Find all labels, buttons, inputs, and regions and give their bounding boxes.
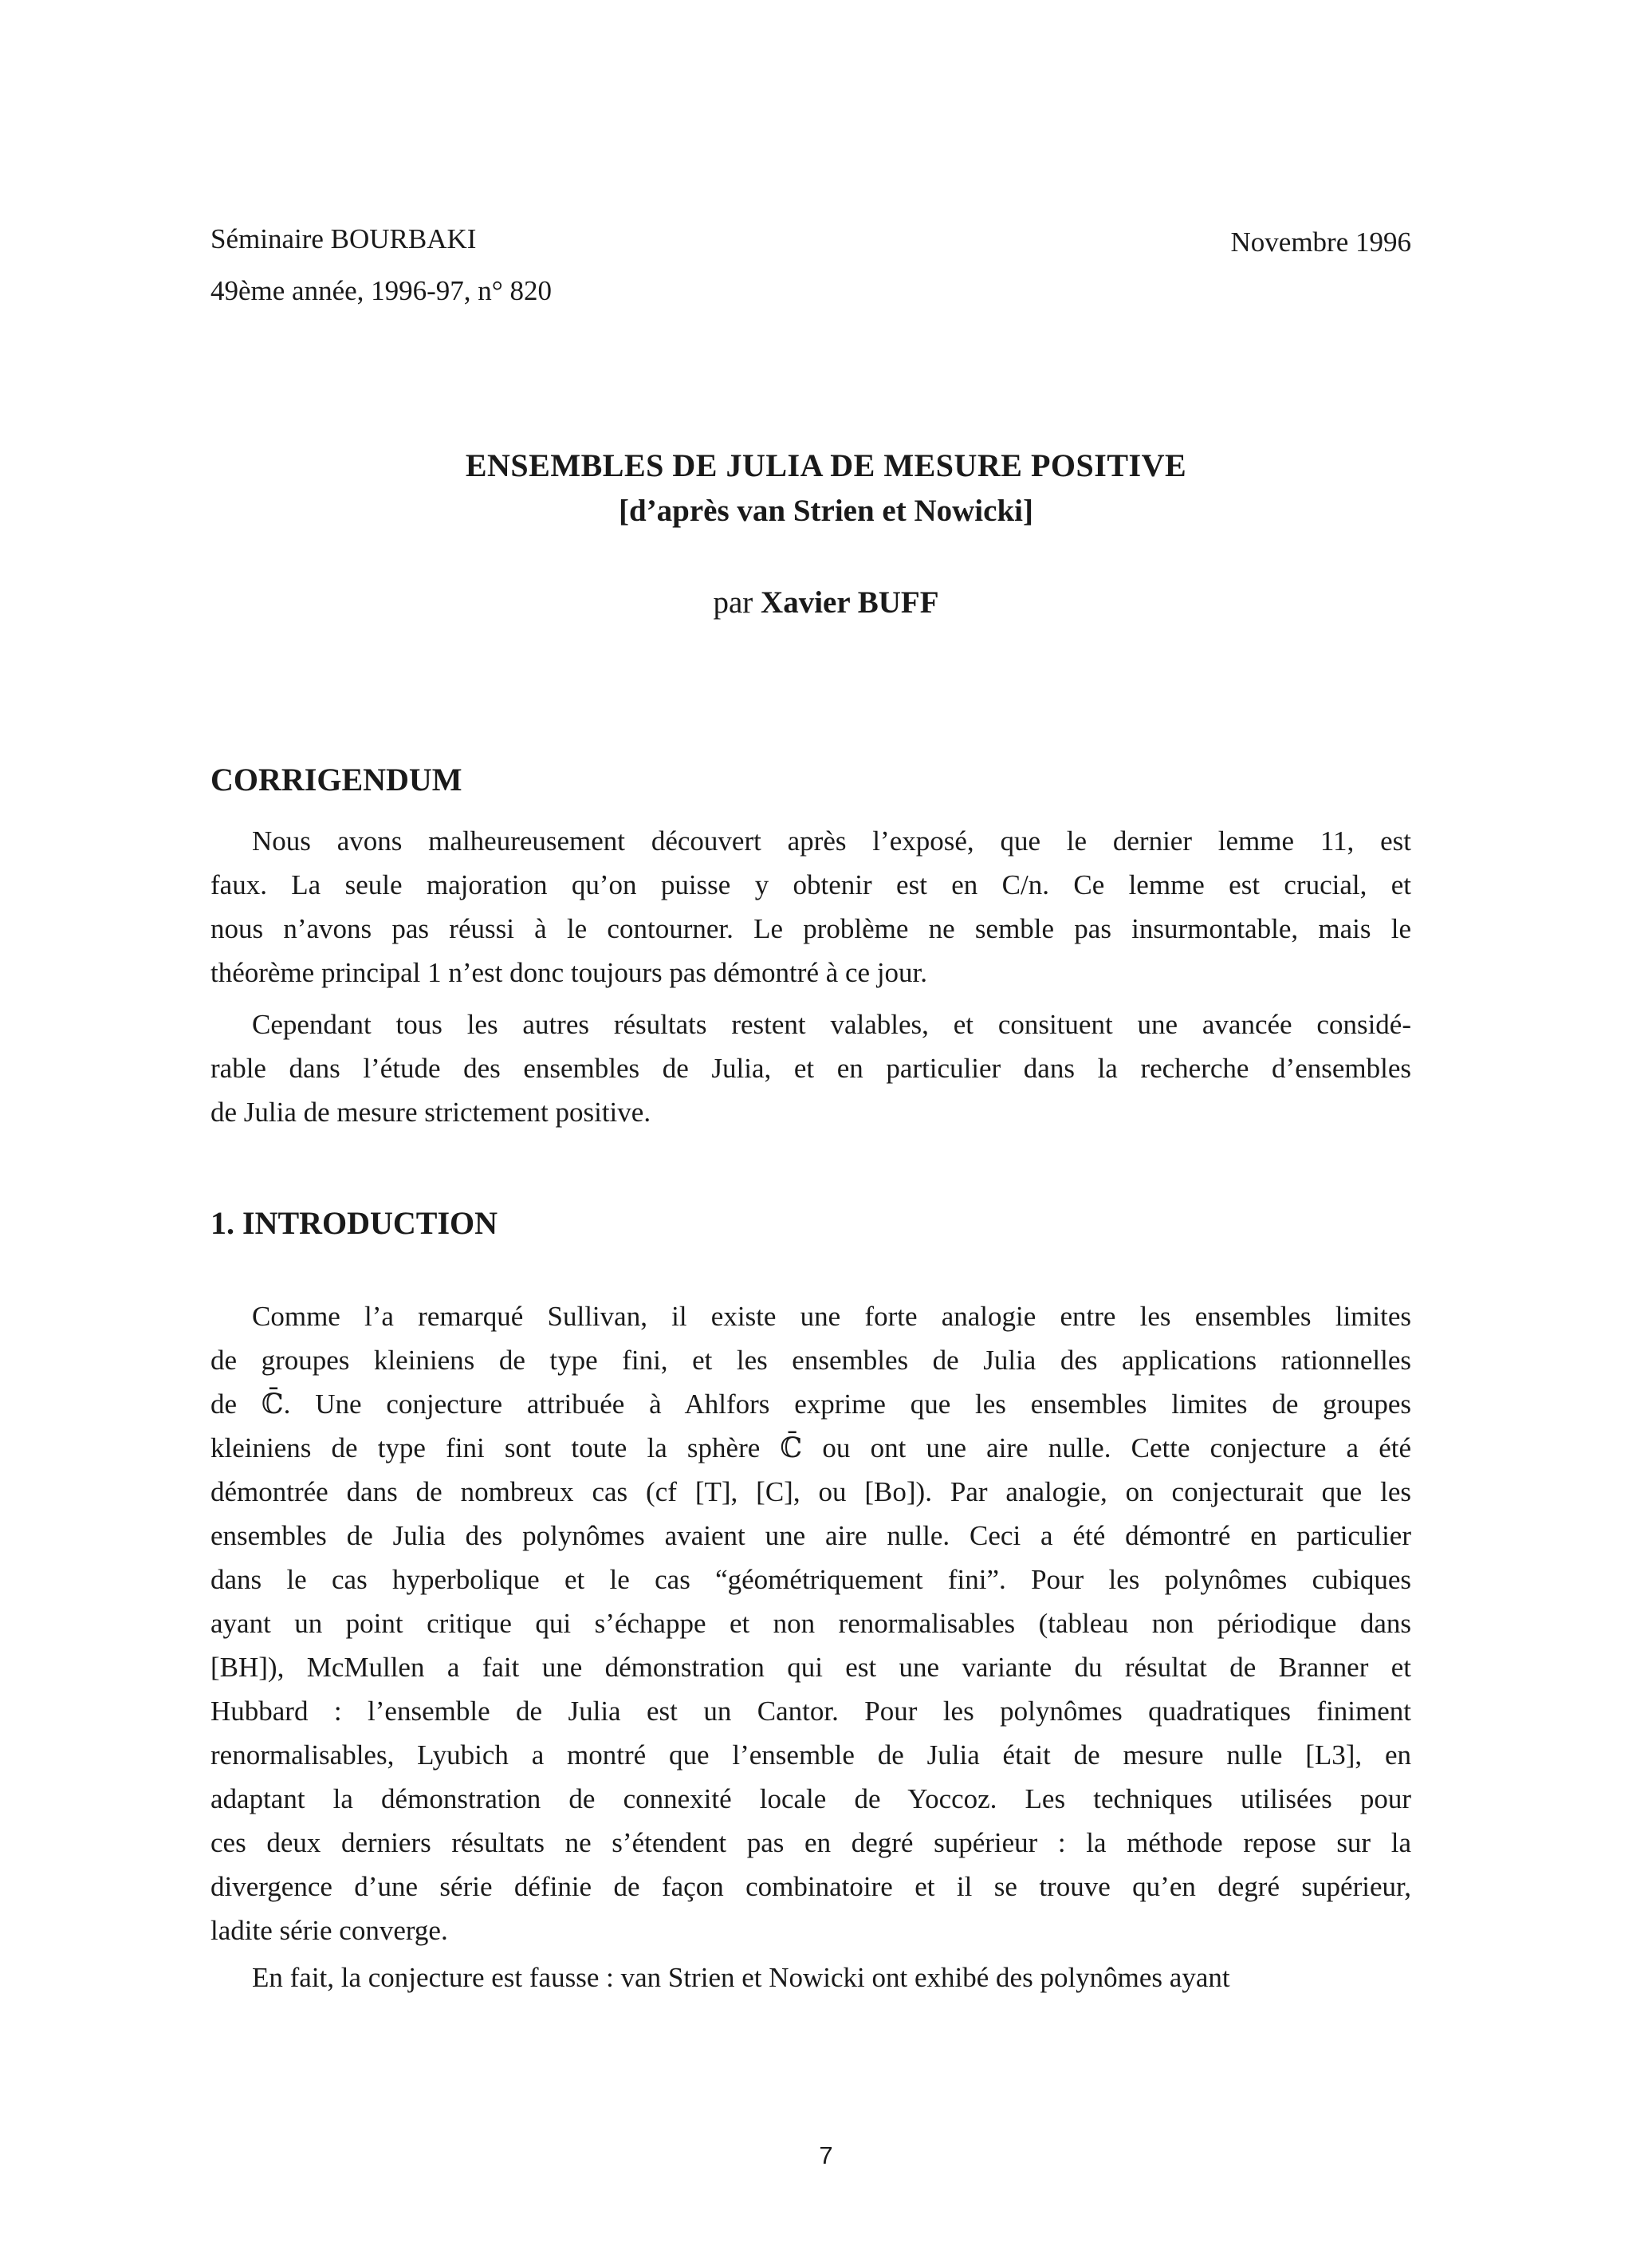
text-line: kleiniens de type fini sont toute la sphère ℂ̄ ou ont une aire nulle. Cette conjecture a été <box>210 1432 1411 1463</box>
text-line: Nous avons malheureusement découvert après l’exposé, que le dernier lemme 11, est <box>252 825 1411 857</box>
text-line: rable dans l’étude des ensembles de Julia, et en particulier dans la recherche d’ensembles <box>210 1053 1411 1084</box>
page-number: 7 <box>819 2141 833 2169</box>
text-line: nous n’avons pas réussi à le contourner. Le problème ne semble pas insurmontable, mais le <box>210 913 1411 944</box>
corrigendum-paragraph-2 <box>210 1002 1411 1134</box>
author-name: Xavier BUFF <box>761 585 939 620</box>
text-line: Hubbard : l’ensemble de Julia est un Cantor. Pour les polynômes quadratiques finiment <box>210 1696 1411 1727</box>
text-line: de Julia de mesure strictement positive. <box>210 1097 651 1128</box>
text-line: Comme l’a remarqué Sullivan, il existe une forte analogie entre les ensembles limites <box>252 1301 1411 1332</box>
text-line: renormalisables, Lyubich a montré que l’ensemble de Julia était de mesure nulle [L3], en <box>210 1739 1411 1771</box>
text-line: théorème principal 1 n’est donc toujours pas démontré à ce jour. <box>210 957 928 988</box>
text-line: ladite série converge. <box>210 1915 448 1946</box>
text-line: adaptant la démonstration de connexité locale de Yoccoz. Les techniques utilisées pour <box>210 1783 1411 1814</box>
paper-subtitle: [d’après van Strien et Nowicki] <box>619 494 1033 528</box>
byline-par: par <box>713 585 753 620</box>
text-line: Cependant tous les autres résultats restent valables, et consituent une avancée considé- <box>252 1009 1411 1040</box>
volume-info: 49ème année, 1996-97, n° 820 <box>210 275 553 306</box>
byline <box>0 581 1652 624</box>
introduction-paragraph-1 <box>210 1294 1411 1952</box>
text-line: de groupes kleiniens de type fini, et les ensembles de Julia des applications rationnelles <box>210 1345 1411 1376</box>
text-line: démontrée dans de nombreux cas (cf [T], [C], ou [Bo]). Par analogie, on conjecturait que les <box>210 1476 1411 1507</box>
text-line: ensembles de Julia des polynômes avaient une aire nulle. Ceci a été démontré en particulier <box>210 1520 1411 1551</box>
text-line: dans le cas hyperbolique et le cas “géométriquement fini”. Pour les polynômes cubiques <box>210 1564 1411 1595</box>
corrigendum-paragraph-1 <box>210 819 1411 995</box>
introduction-paragraph-2 <box>210 1956 1411 1999</box>
text-line: faux. La seule majoration qu’on puisse y obtenir est en C/n. Ce lemme est crucial, et <box>210 869 1411 900</box>
corrigendum-heading: CORRIGENDUM <box>210 762 462 798</box>
publication-date: Novembre 1996 <box>1230 226 1411 258</box>
text-line: [BH]), McMullen a fait une démonstration qui est une variante du résultat de Branner et <box>210 1652 1411 1683</box>
text-line: de ℂ̄. Une conjecture attribuée à Ahlfors exprime que les ensembles limites de groupes <box>210 1389 1411 1420</box>
text-line: ces deux derniers résultats ne s’étendent pas en degré supérieur : la méthode repose sur la <box>210 1827 1411 1858</box>
text-line: ayant un point critique qui s’échappe et non renormalisables (tableau non périodique dans <box>210 1608 1411 1639</box>
paper-title: ENSEMBLES DE JULIA DE MESURE POSITIVE <box>465 447 1187 483</box>
introduction-heading: 1. INTRODUCTION <box>210 1205 498 1241</box>
text-line: divergence d’une série définie de façon combinatoire et il se trouve qu’en degré supérieur, <box>210 1871 1411 1902</box>
seminar-name: Séminaire BOURBAKI <box>210 223 477 254</box>
text-line: En fait, la conjecture est fausse : van Strien et Nowicki ont exhibé des polynômes ayant <box>252 1962 1230 1993</box>
